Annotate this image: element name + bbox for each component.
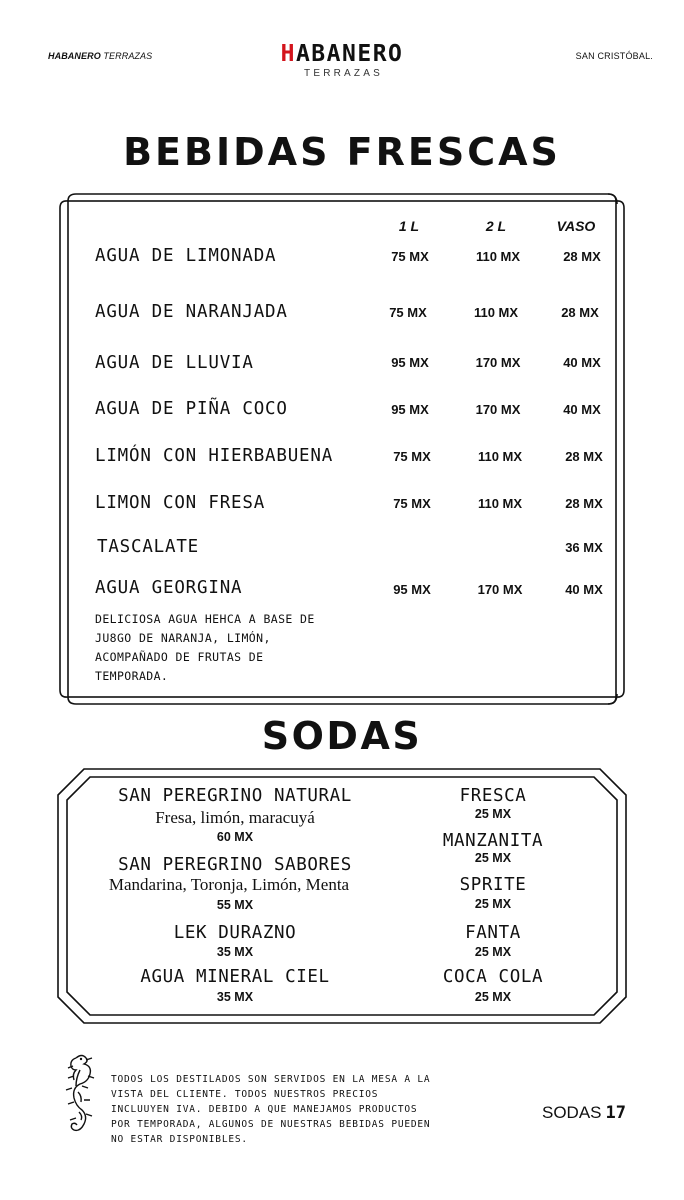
price-vaso: 28 MX (561, 305, 599, 320)
price-1l: 95 MX (393, 582, 431, 597)
soda-price: 25 MX (474, 897, 512, 911)
page-number: 17 (605, 1103, 627, 1123)
soda-flavors: Mandarina, Toronja, Limón, Menta (108, 875, 350, 894)
seahorse-icon (62, 1052, 98, 1144)
price-2l: 110 MX (475, 249, 521, 264)
soda-price: 35 MX (216, 945, 254, 959)
soda-flavors: Fresa, limón, maracuyá (155, 808, 315, 827)
price-vaso: 40 MX (563, 355, 601, 370)
price-2l: 170 MX (475, 402, 521, 417)
bebidas-frame-left (60, 201, 68, 697)
desc-line: DELICIOSA AGUA HEHCA A BASE DE (95, 612, 315, 626)
header-location: SAN CRISTÓBAL. (575, 51, 653, 61)
soda-price: 35 MX (216, 990, 254, 1004)
price-vaso: 40 MX (565, 582, 603, 597)
price-vaso: 28 MX (563, 249, 601, 264)
footnote-line: TODOS LOS DESTILADOS SON SERVIDOS EN LA MESA A LA (111, 1074, 431, 1085)
bebidas-frame-bottom (76, 694, 617, 704)
sodas-title: SODAS (261, 714, 423, 758)
header-brand-bold: HABANERO (48, 51, 101, 61)
price-1l: 75 MX (393, 496, 431, 511)
price-2l: 110 MX (477, 496, 523, 511)
soda-price: 25 MX (474, 945, 512, 959)
desc-line: ACOMPAÑADO DE FRUTAS DE (95, 650, 264, 664)
bebidas-title: BEBIDAS FRESCAS (123, 130, 561, 174)
col-2l: 2 L (485, 218, 507, 234)
soda-price: 55 MX (216, 898, 254, 912)
price-1l: 75 MX (389, 305, 427, 320)
price-1l: 75 MX (391, 249, 429, 264)
price-2l: 170 MX (475, 355, 521, 370)
desc-line: TEMPORADA. (95, 669, 169, 683)
price-2l: 110 MX (477, 449, 523, 464)
item-name: LIMÓN CON HIERBABUENA (95, 446, 334, 466)
soda-price: 25 MX (474, 807, 512, 821)
bebidas-frame-top (76, 194, 617, 204)
price-1l: 75 MX (393, 449, 431, 464)
price-2l: 110 MX (473, 305, 519, 320)
page-footer (542, 1103, 626, 1123)
footnote-line: NO ESTAR DISPONIBLES. (111, 1134, 248, 1145)
soda-name: LEK DURAZNO (173, 923, 297, 943)
price-vaso: 36 MX (565, 540, 603, 555)
price-1l: 95 MX (391, 355, 429, 370)
col-1l: 1 L (398, 218, 420, 234)
item-name: AGUA DE NARANJADA (95, 302, 288, 322)
footnote-line: VISTA DEL CLIENTE. TODOS NUESTROS PRECIOS (111, 1089, 379, 1100)
item-name: AGUA DE PIÑA COCO (95, 399, 288, 419)
col-vaso: VASO (556, 218, 596, 234)
price-vaso: 28 MX (565, 496, 603, 511)
soda-name: AGUA MINERAL CIEL (140, 967, 330, 987)
soda-price: 25 MX (474, 990, 512, 1004)
soda-name: SAN PEREGRINO NATURAL (118, 786, 352, 806)
item-name: TASCALATE (97, 537, 200, 557)
price-vaso: 28 MX (565, 449, 603, 464)
item-name: LIMON CON FRESA (95, 493, 266, 513)
footnote-line: INCLUUYEN IVA. DEBIDO A QUE MANEJAMOS PRODUCTOS (111, 1104, 418, 1115)
desc-line: JU8GO DE NARANJA, LIMÓN, (95, 631, 271, 645)
soda-name: MANZANITA (442, 831, 544, 851)
soda-name: FANTA (465, 923, 521, 943)
item-name: AGUA DE LIMONADA (95, 246, 277, 266)
soda-price: 60 MX (216, 830, 254, 844)
soda-name: COCA COLA (442, 967, 544, 987)
price-1l: 95 MX (391, 402, 429, 417)
soda-name: FRESCA (459, 786, 527, 806)
price-2l: 170 MX (477, 582, 523, 597)
section-label: SODAS (542, 1103, 602, 1122)
footnote (111, 1072, 451, 1147)
footnote-line: POR TEMPORADA, ALGUNOS DE NUESTRAS BEBIDAS PUEDEN (111, 1119, 431, 1130)
logo-subtitle: TERRAZAS (304, 68, 383, 79)
item-name: AGUA DE LLUVIA (95, 353, 254, 373)
soda-price: 25 MX (474, 851, 512, 865)
price-vaso: 40 MX (563, 402, 601, 417)
soda-name: SPRITE (459, 875, 527, 895)
logo-first-letter: H (280, 41, 296, 67)
item-name: AGUA GEORGINA (95, 578, 243, 598)
georgina-description (95, 610, 355, 686)
logo-rest: ABANERO (295, 41, 404, 67)
header-brand-rest: TERRAZAS (103, 51, 153, 61)
soda-name: SAN PEREGRINO SABORES (118, 855, 352, 875)
